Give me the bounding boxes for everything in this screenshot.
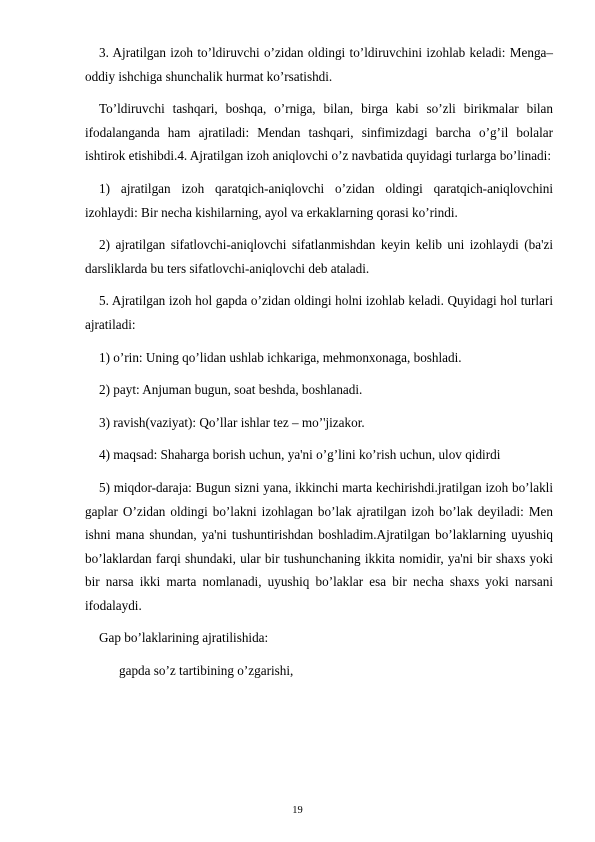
paragraph: 3. Ajratilgan izoh to’ldiruvchi o’zidan oldingi to’ldiruvchini izohlab keladi: Menga–oddiy ishchiga shunchalik hurmat ko’rsatishdi. bbox=[85, 45, 553, 84]
paragraph: 3) ravish(vaziyat): Qo’llar ishlar tez – mo’'jizakor. bbox=[99, 414, 365, 430]
paragraph: 5) miqdor-daraja: Bugun sizni yana, ikkinchi marta kechirishdi.jratilgan izoh bo’lakli gaplar O’zidan oldingi bo’lakni izohlagan bo’lak ajratilgan izoh bo’lak deyiladi: Men ishni mana shundan, ya'ni tushuntirishdan boshladim.Ajratilgan bo’laklarning uyushiq bo’laklardan farqi shundaki, ular bir tushunchaning ikkita nomidir, ya'ni bir shaxs yoki bir narsa ikki marta nomlanadi, uyushiq bo’laklar esa bir necha shaxs yoki narsani ifodalaydi. bbox=[85, 479, 553, 613]
paragraph: 2) payt: Anjuman bugun, soat beshda, boshlanadi. bbox=[99, 382, 363, 398]
paragraph: Gap bo’laklarining ajratilishida: bbox=[99, 630, 269, 646]
paragraph: 1) ajratilgan izoh qaratqich-aniqlovchi o’zidan oldingi qaratqich-aniqlovchini izohlaydi: Bir necha kishilarning, ayol va erkaklarning qorasi ko’rindi. bbox=[85, 180, 553, 220]
page-content bbox=[85, 41, 553, 692]
paragraph: To’ldiruvchi tashqari, boshqa, o’rniga, bilan, birga kabi so’zli birikmalar bilan ifodalanganda ham ajratiladi: Mendan tashqari, sinfimizdagi barcha o’g’il bolalar ishtirok etishibdi.4. Ajratilgan izoh aniqlovchi o’z navbatida quyidagi turlarga bo’linadi: bbox=[85, 101, 553, 164]
paragraph: 4) maqsad: Shaharga borish uchun, ya'ni o’g’lini ko’rish uchun, ulov qidirdi bbox=[99, 447, 501, 463]
page-number: 19 bbox=[292, 805, 303, 816]
paragraph: 5. Ajratilgan izoh hol gapda o’zidan oldingi holni izohlab keladi. Quyidagi hol turlari ajratiladi: bbox=[85, 293, 553, 332]
paragraph: 2) ajratilgan sifatlovchi-aniqlovchi sifatlanmishdan keyin kelib uni izohlaydi (ba'zi darsliklarda bu ters sifatlovchi-aniqlovchi deb ataladi. bbox=[85, 237, 553, 276]
paragraph: 1) o’rin: Uning qo’lidan ushlab ichkariga, mehmonxonaga, boshladi. bbox=[99, 349, 462, 365]
list-item: gapda so’z tartibining o’zgarishi, bbox=[119, 663, 294, 679]
